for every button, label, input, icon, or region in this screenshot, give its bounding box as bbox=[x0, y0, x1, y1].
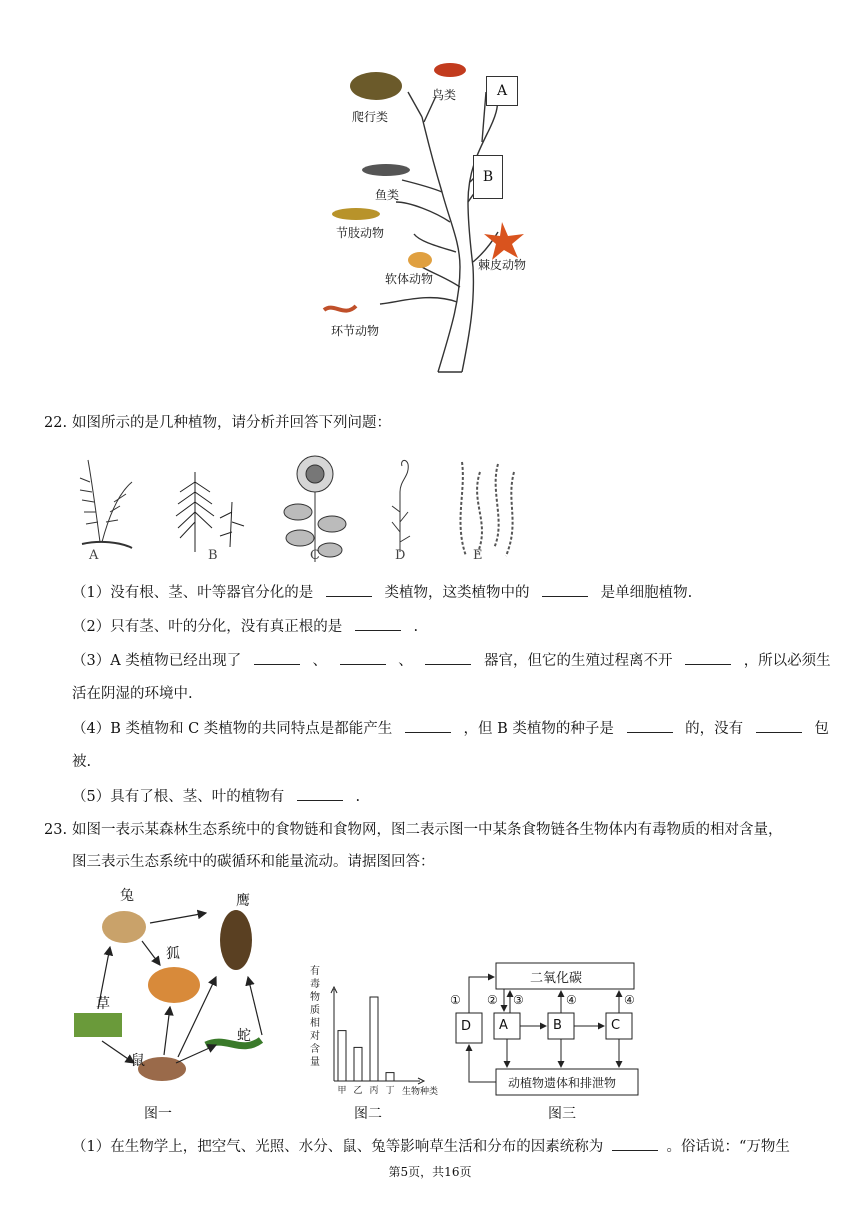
q23-part1-text-a: （1）在生物学上，把空气、光照、水分、鼠、兔等影响草生活和分布的因素统称为 bbox=[72, 1139, 604, 1155]
bird-icon bbox=[434, 63, 466, 77]
label-grass: 草 bbox=[96, 996, 110, 1012]
grass-icon bbox=[74, 1013, 122, 1037]
label-arthropods: 节肢动物 bbox=[336, 226, 385, 240]
q22-part2-text-a: （2）只有茎、叶的分化，没有真正根的是 bbox=[72, 619, 343, 635]
q22-part4-text-d: 包 bbox=[814, 721, 829, 737]
arrow-number-4b: ④ bbox=[624, 993, 635, 1007]
answer-blank[interactable] bbox=[326, 582, 372, 597]
fish-icon bbox=[362, 164, 410, 176]
caption-fig2: 图二 bbox=[354, 1106, 382, 1122]
q23-number: 23. bbox=[44, 822, 68, 838]
answer-blank[interactable] bbox=[355, 616, 401, 631]
answer-blank[interactable] bbox=[297, 786, 343, 801]
q22-stem: 如图所示的是几种植物，请分析并回答下列问题： bbox=[72, 415, 391, 431]
node-b-label: B bbox=[553, 1018, 562, 1033]
remains-label: 动植物遗体和排泄物 bbox=[508, 1076, 617, 1090]
q22-part1 bbox=[72, 582, 692, 603]
fox-icon bbox=[148, 967, 200, 1003]
box-a: A bbox=[486, 76, 518, 106]
answer-blank[interactable] bbox=[612, 1136, 658, 1151]
q22-part5-text-a: （5）具有了根、茎、叶的植物有 bbox=[72, 789, 285, 805]
arrow-number-3: ③ bbox=[513, 993, 524, 1007]
snake-icon bbox=[206, 1040, 261, 1046]
turtle-icon bbox=[350, 72, 402, 100]
q22-part1-text-b: 类植物，这类植物中的 bbox=[384, 585, 530, 601]
answer-blank[interactable] bbox=[685, 650, 731, 665]
bar-2 bbox=[354, 1047, 362, 1081]
q22-part3-text-b: 器官，但它的生殖过程离不开 bbox=[483, 653, 673, 669]
bar-4 bbox=[386, 1073, 394, 1081]
q22-part5-text-b: . bbox=[355, 789, 361, 805]
caption-fig3: 图三 bbox=[548, 1106, 576, 1122]
moss-icon bbox=[392, 460, 410, 552]
q22-number: 22. bbox=[44, 415, 68, 431]
q22-part3-line1 bbox=[72, 650, 831, 671]
starfish-icon bbox=[484, 222, 524, 260]
label-birds: 鸟类 bbox=[432, 88, 457, 102]
mouse-icon bbox=[138, 1057, 186, 1081]
toxin-chart-ylabel: 有毒物质相对含量 bbox=[310, 966, 320, 1068]
x-axis-label: 生物种类 bbox=[402, 1087, 439, 1095]
rabbit-icon bbox=[102, 911, 146, 943]
pine-icon bbox=[176, 472, 244, 552]
arrow-number-2: ② bbox=[487, 993, 498, 1007]
q22-part3-line2: 活在阴湿的环境中. bbox=[72, 686, 193, 702]
answer-blank[interactable] bbox=[425, 650, 471, 665]
label-echinoderms: 棘皮动物 bbox=[478, 258, 527, 272]
q22-part4-line2: 被. bbox=[72, 754, 92, 770]
bar-3 bbox=[370, 997, 378, 1081]
label-mouse: 鼠 bbox=[131, 1053, 145, 1069]
x-tick-label: 丙 bbox=[369, 1086, 379, 1095]
x-tick-label: 丁 bbox=[385, 1086, 395, 1095]
label-reptiles: 爬行类 bbox=[352, 110, 389, 124]
q22-part2-text-b: . bbox=[413, 619, 419, 635]
answer-blank[interactable] bbox=[340, 650, 386, 665]
q22-part1-text-a: （1）没有根、茎、叶等器官分化的是 bbox=[72, 585, 314, 601]
answer-blank[interactable] bbox=[254, 650, 300, 665]
q23-part1 bbox=[72, 1136, 790, 1157]
label-eagle: 鹰 bbox=[236, 893, 250, 909]
plant-label-a: A bbox=[89, 548, 99, 563]
q22-part3-text-a: （3）A 类植物已经出现了 bbox=[72, 653, 242, 669]
label-mollusks: 软体动物 bbox=[385, 272, 434, 286]
q23-stem-line1: 如图一表示某森林生态系统中的食物链和食物网，图二表示图一中某条食物链各生物体内有毒物质的相对含量， bbox=[72, 822, 783, 838]
label-rabbit: 兔 bbox=[120, 888, 134, 904]
node-c-label: C bbox=[611, 1018, 621, 1033]
plants-figure bbox=[70, 452, 520, 570]
q22-part4-text-c: 的，没有 bbox=[685, 721, 744, 737]
label-snake: 蛇 bbox=[237, 1028, 251, 1044]
answer-blank[interactable] bbox=[542, 582, 588, 597]
bar-1 bbox=[338, 1031, 346, 1081]
plant-label-d: D bbox=[395, 548, 406, 563]
co2-label: 二氧化碳 bbox=[530, 971, 583, 986]
label-fish: 鱼类 bbox=[375, 188, 400, 202]
answer-blank[interactable] bbox=[627, 718, 673, 733]
q22-part3-sep1: 、 bbox=[312, 653, 328, 669]
answer-blank[interactable] bbox=[405, 718, 451, 733]
caption-fig1: 图一 bbox=[144, 1106, 172, 1122]
q22-part2 bbox=[72, 616, 418, 637]
node-a-label: A bbox=[499, 1018, 508, 1033]
page-footer: 第5页，共16页 bbox=[388, 1165, 472, 1179]
toxin-bar-chart bbox=[328, 985, 448, 1095]
x-tick-label: 乙 bbox=[353, 1086, 363, 1095]
q22-part4-text-b: ，但 B 类植物的种子是 bbox=[463, 721, 614, 737]
q22-part3-sep2: 、 bbox=[398, 653, 413, 669]
plant-label-b: B bbox=[208, 548, 218, 563]
q23-stem-line2: 图三表示生态系统中的碳循环和能量流动。请据图回答： bbox=[72, 854, 435, 870]
q22-part4-text-a: （4）B 类植物和 C 类植物的共同特点是都能产生 bbox=[72, 721, 393, 737]
answer-blank[interactable] bbox=[756, 718, 802, 733]
plant-label-c: C bbox=[310, 548, 320, 563]
q22-part3-text-c: ，所以必须生 bbox=[743, 653, 831, 669]
label-annelids: 环节动物 bbox=[331, 324, 380, 338]
x-tick-label: 甲 bbox=[337, 1086, 347, 1095]
arthropod-icon bbox=[332, 208, 380, 220]
q23-part1-text-b: 。俗话说：“万物生 bbox=[666, 1139, 790, 1155]
algae-icon bbox=[461, 462, 514, 556]
mollusk-icon bbox=[408, 252, 432, 268]
arrow-number-1: ① bbox=[450, 993, 461, 1007]
sunflower-icon bbox=[284, 456, 346, 562]
q22-part5 bbox=[72, 786, 360, 807]
q22-part1-text-c: 是单细胞植物. bbox=[600, 585, 693, 601]
earthworm-icon bbox=[324, 306, 356, 311]
node-d-label: D bbox=[461, 1019, 472, 1034]
label-fox: 狐 bbox=[166, 946, 180, 962]
box-b: B bbox=[473, 155, 503, 199]
arrow-number-4a: ④ bbox=[566, 993, 577, 1007]
eagle-icon bbox=[220, 910, 252, 970]
fern-icon bbox=[80, 460, 132, 548]
q22-part4-line1 bbox=[72, 718, 829, 739]
plant-label-e: E bbox=[473, 548, 483, 563]
